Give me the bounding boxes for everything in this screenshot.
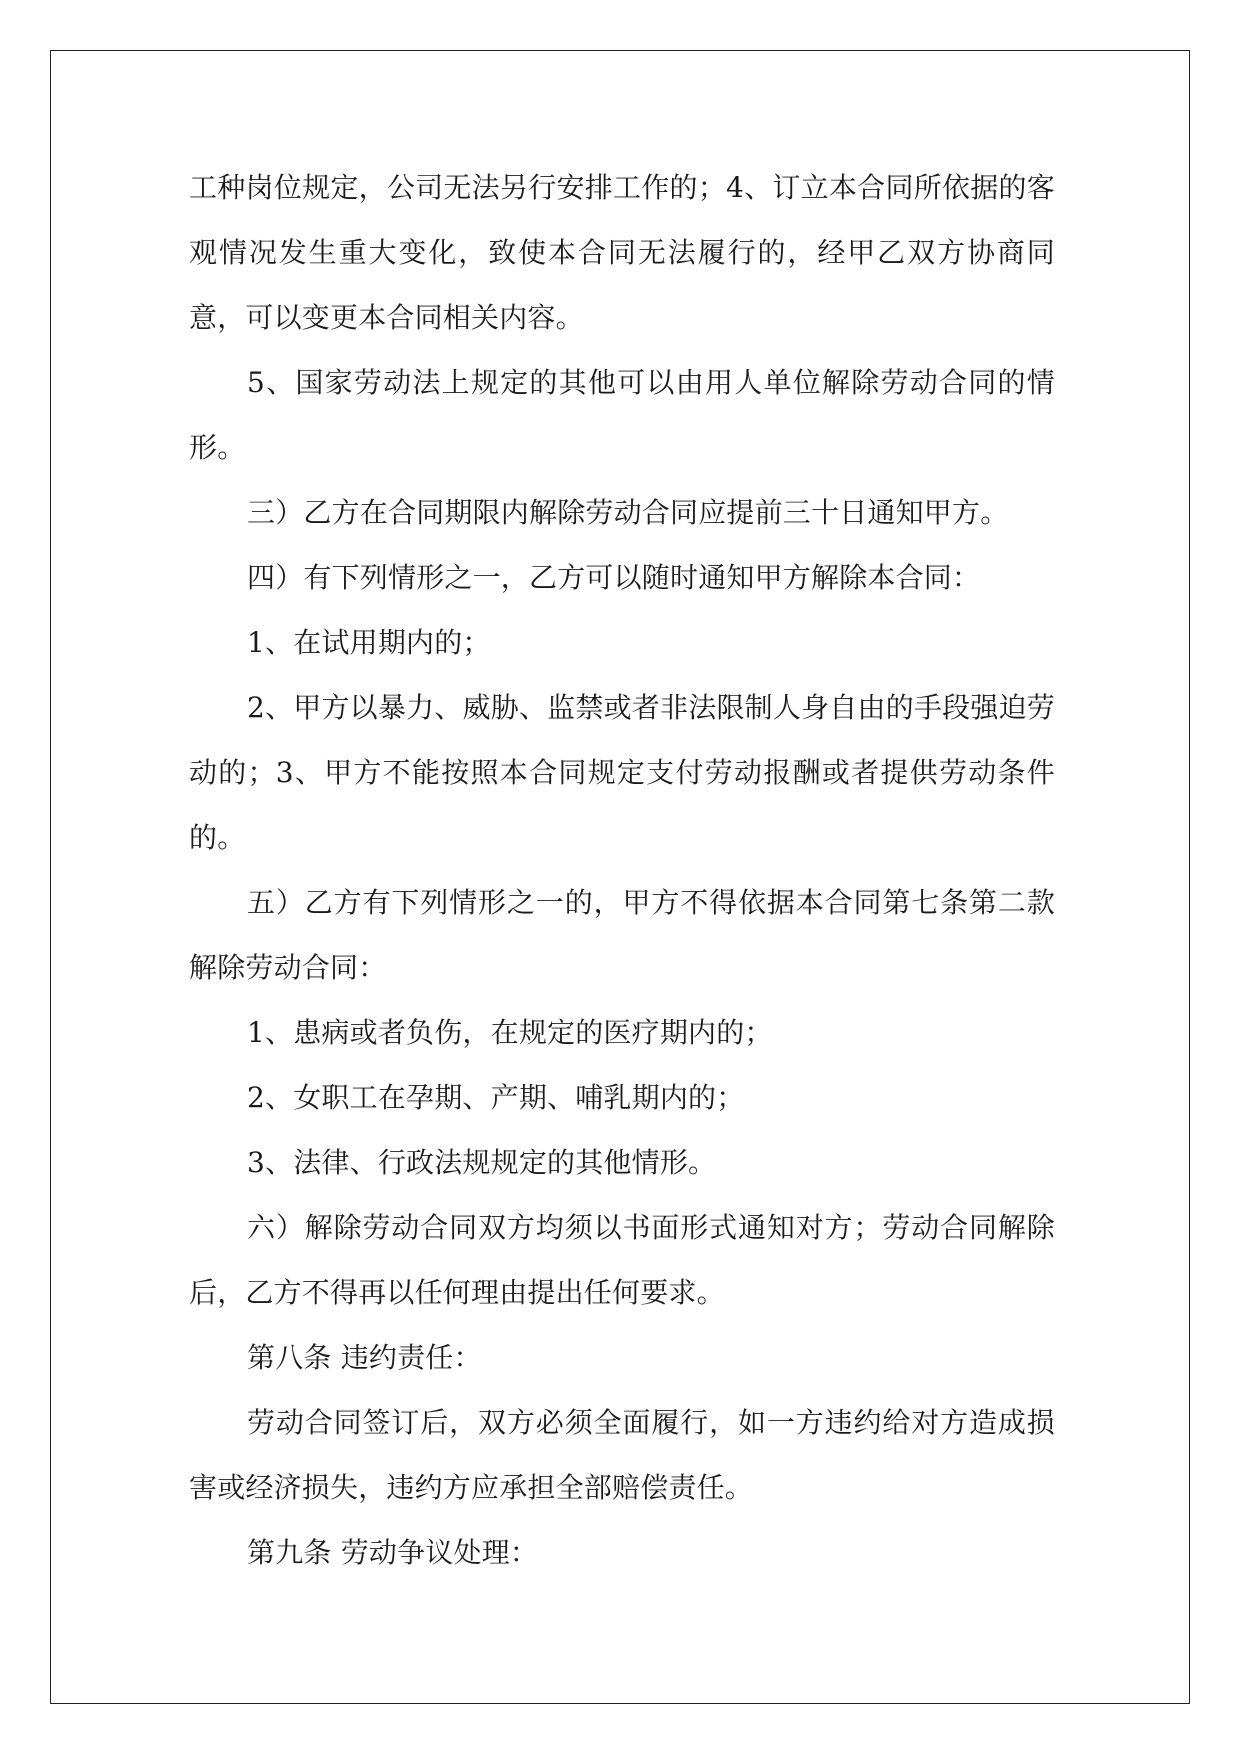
article-8-heading: 第八条 违约责任：	[247, 1341, 482, 1374]
paragraph-section-5-item-1: 1、患病或者负伤，在规定的医疗期内的；	[247, 1016, 773, 1049]
paragraph-section-5: 五）乙方有下列情形之一的，甲方不得依据本合同第七条第二款解除劳动合同：	[189, 886, 1055, 984]
paragraph-item-5: 5、国家劳动法上规定的其他可以由用人单位解除劳动合同的情形。	[189, 366, 1055, 464]
paragraph-section-4: 四）有下列情形之一，乙方可以随时通知甲方解除本合同：	[247, 561, 981, 594]
paragraph-section-4-item-1: 1、在试用期内的；	[247, 626, 491, 659]
paragraph-section-5-item-3: 3、法律、行政法规规定的其他情形。	[247, 1146, 717, 1179]
document-body	[189, 155, 1055, 1585]
paragraph-section-4-item-2: 2、甲方以暴力、威胁、监禁或者非法限制人身自由的手段强迫劳动的；3、甲方不能按照本合同规定支付劳动报酬或者提供劳动条件的。	[189, 691, 1055, 854]
paragraph-continuation: 工种岗位规定，公司无法另行安排工作的；4、订立本合同所依据的客观情况发生重大变化，致使本合同无法履行的，经甲乙双方协商同意，可以变更本合同相关内容。	[189, 171, 1055, 334]
article-9-heading: 第九条 劳动争议处理：	[247, 1536, 539, 1569]
paragraph-section-3: 三）乙方在合同期限内解除劳动合同应提前三十日通知甲方。	[247, 496, 1009, 529]
paragraph-section-6: 六）解除劳动合同双方均须以书面形式通知对方；劳动合同解除后，乙方不得再以任何理由提出任何要求。	[189, 1211, 1055, 1309]
paragraph-section-5-item-2: 2、女职工在孕期、产期、哺乳期内的；	[247, 1081, 745, 1114]
article-8-body: 劳动合同签订后，双方必须全面履行，如一方违约给对方造成损害或经济损失，违约方应承担全部赔偿责任。	[189, 1406, 1055, 1504]
